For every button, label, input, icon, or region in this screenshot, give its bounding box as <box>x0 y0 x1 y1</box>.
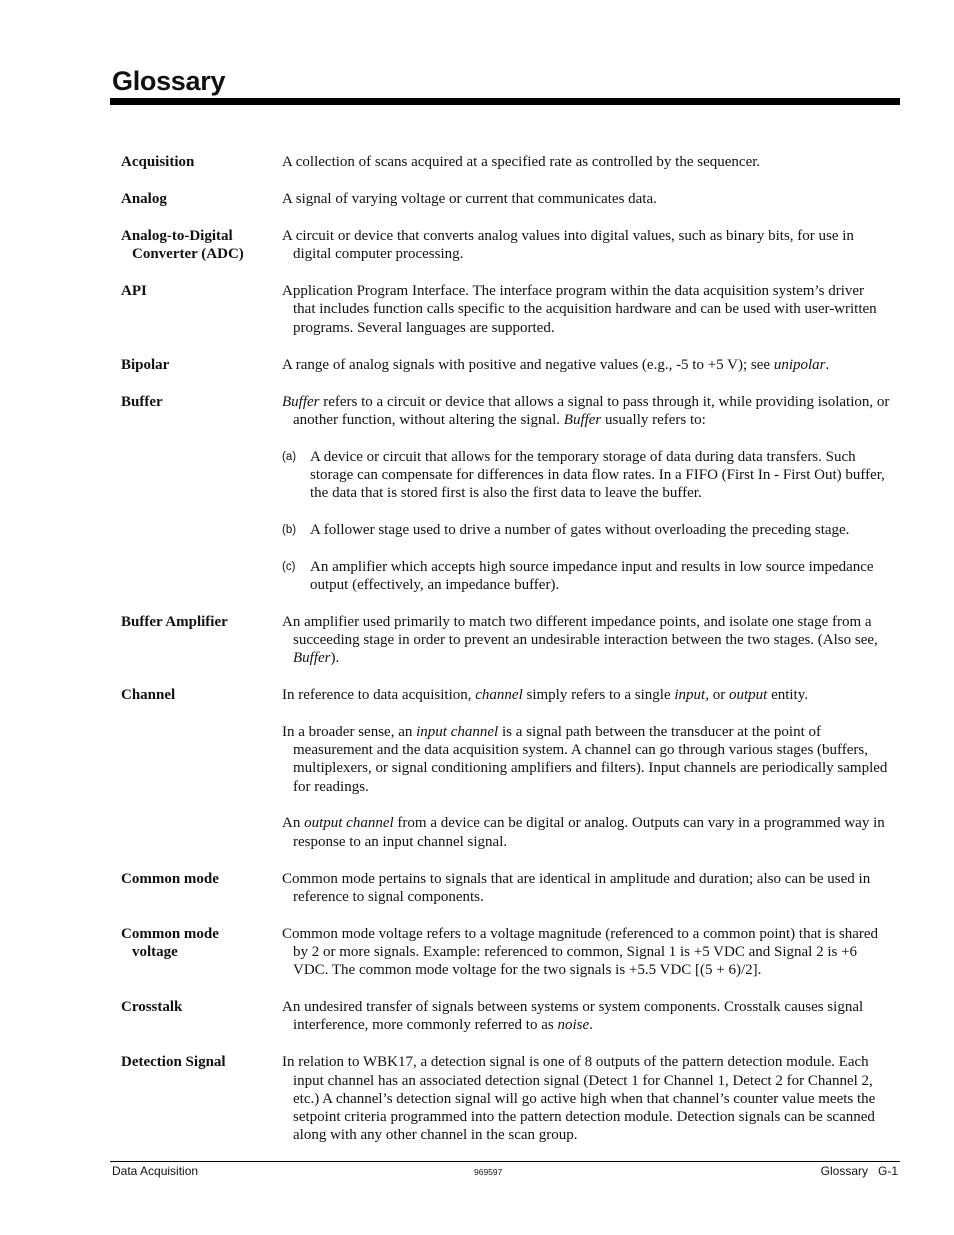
glossary-entry <box>121 998 890 1034</box>
glossary-entry <box>121 356 890 374</box>
definition-text: In a broader sense, an <box>282 724 417 741</box>
glossary-term-line: Common mode <box>121 925 219 942</box>
glossary-term-line: Acquisition <box>121 154 195 170</box>
italic-term: Buffer <box>293 650 331 667</box>
footer-left: Data Acquisition <box>112 1164 199 1178</box>
definition-paragraph <box>282 282 890 337</box>
subitem-marker: (c) <box>282 560 296 573</box>
definition-text: Common mode voltage refers to a voltage magnitude (referenced to a common point) that is shared by 2 or more signals. Example: referenced to common, Signal 1 is +5 VDC and Signal 2 is +6 VDC. The common mode voltage for the two signals is +5.5 VDC [(5 + 6)/2]. <box>282 925 879 979</box>
glossary-definition <box>282 282 890 337</box>
definition-text: entity. <box>767 687 808 704</box>
glossary-term-line: Channel <box>121 687 176 704</box>
definition-subitem <box>282 521 890 539</box>
glossary-entry <box>121 925 890 980</box>
definition-text: An amplifier used primarily to match two different impedance points, and isolate one stage from a succeeding stage in order to prevent an undesirable interaction between the two stages. (Also see, <box>282 613 878 649</box>
definition-text: An <box>282 815 305 832</box>
definition-text: A collection of scans acquired at a specified rate as controlled by the sequencer. <box>282 154 761 170</box>
glossary-term <box>121 282 282 337</box>
glossary-term-line: API <box>121 283 147 300</box>
definition-text: , or <box>705 687 729 704</box>
glossary-entry <box>121 870 890 906</box>
glossary-definition <box>282 613 890 668</box>
definition-paragraph <box>282 814 890 850</box>
definition-text: is a signal path between the transducer at the point of measurement and the data acquisition system. A channel can go through various stages (buffers, multiplexers, or signal conditioning amplifiers and filters). Input channels are periodically sampled for readings. <box>293 724 888 795</box>
glossary-definition <box>282 190 890 208</box>
definition-text: ). <box>330 650 340 667</box>
italic-term: unipolar <box>773 356 826 373</box>
glossary-entries <box>121 153 890 1163</box>
glossary-term-line: Detection Signal <box>121 1054 226 1071</box>
glossary-term <box>121 356 282 374</box>
italic-term: Buffer <box>563 411 602 428</box>
definition-paragraph <box>282 686 890 704</box>
glossary-term <box>121 686 282 851</box>
glossary-definition <box>282 393 890 594</box>
glossary-term <box>121 925 282 980</box>
definition-paragraph <box>282 723 890 796</box>
italic-term: output channel <box>304 815 394 832</box>
definition-subitem <box>282 558 890 594</box>
definition-text: A circuit or device that converts analog values into digital values, such as binary bits, for use in digital computer processing. <box>282 228 854 263</box>
definition-text: . <box>825 356 830 373</box>
glossary-entry <box>121 686 890 851</box>
definition-paragraph <box>282 998 890 1034</box>
definition-text: usually refers to: <box>601 411 706 428</box>
glossary-term-line: Common mode <box>121 870 219 887</box>
glossary-definition <box>282 686 890 851</box>
glossary-term-line: Analog-to-Digital <box>121 228 233 244</box>
definition-text: from a device can be digital or analog. Outputs can vary in a programmed way in response to an input channel signal. <box>293 815 885 850</box>
glossary-term <box>121 998 282 1034</box>
title-rule <box>110 98 900 105</box>
glossary-entry <box>121 227 890 263</box>
glossary-definition <box>282 925 890 980</box>
glossary-entry <box>121 613 890 668</box>
glossary-definition <box>282 227 890 263</box>
glossary-term-line: Crosstalk <box>121 999 183 1016</box>
glossary-term <box>121 190 282 208</box>
definition-paragraph <box>282 190 890 208</box>
glossary-entry <box>121 190 890 208</box>
subitem-marker: (b) <box>282 523 297 536</box>
page-title: Glossary <box>112 66 226 96</box>
subitem-text: A follower stage used to drive a number of gates without overloading the preceding stage. <box>310 521 850 538</box>
subitem-marker: (a) <box>282 450 297 463</box>
definition-text: refers to a circuit or device that allows a signal to pass through it, while providing isolation, or another function, without altering the signal. <box>293 393 890 428</box>
definition-paragraph <box>282 870 890 906</box>
glossary-definition <box>282 153 890 171</box>
definition-text: In relation to WBK17, a detection signal is one of 8 outputs of the pattern detection module. Each input channel has an associated detection signal (Detect 1 for Channel 1, Detect 2 for Channel 2, etc.) A channel’s detection signal will go active high when that channel’s counter value meets the setpoint criteria programmed into the pattern detection module. Detection signals can be scanned along with any other channel in the scan group. <box>282 1054 876 1144</box>
definition-text: In reference to data acquisition, <box>282 687 476 704</box>
glossary-definition <box>282 870 890 906</box>
glossary-definition <box>282 356 890 374</box>
definition-subitem <box>282 448 890 503</box>
glossary-entry <box>121 1053 890 1144</box>
definition-paragraph <box>282 1053 890 1144</box>
definition-text: A range of analog signals with positive and negative values (e.g., -5 to +5 V); see <box>282 356 774 373</box>
glossary-term <box>121 393 282 594</box>
subitem-text: A device or circuit that allows for the temporary storage of data during data transfers. Such storage can compensate for differences in data flow rates. In a FIFO (First In - First Out) buffer, the data that is stored first is also the first data to leave the buffer. <box>310 448 885 502</box>
glossary-term-line: voltage <box>132 944 178 961</box>
glossary-entry <box>121 282 890 337</box>
glossary-term-line: Bipolar <box>121 356 170 373</box>
definition-text: . <box>589 1017 593 1034</box>
definition-paragraph <box>282 393 890 429</box>
definition-text: An undesired transfer of signals between systems or system components. Crosstalk causes signal interference, more commonly referred to as <box>282 999 864 1034</box>
glossary-term-line: Buffer <box>121 393 163 410</box>
glossary-definition <box>282 1053 890 1144</box>
glossary-term <box>121 227 282 263</box>
glossary-term <box>121 870 282 906</box>
glossary-term <box>121 1053 282 1144</box>
glossary-entry <box>121 153 890 171</box>
italic-term: output <box>728 687 768 704</box>
italic-term: Buffer <box>282 393 320 410</box>
footer-center: 969597 <box>474 1167 503 1177</box>
definition-paragraph <box>282 925 890 980</box>
subitem-text: An amplifier which accepts high source impedance input and results in low source impedance output (effectively, an impedance buffer). <box>310 558 874 593</box>
definition-paragraph <box>282 153 890 171</box>
definition-paragraph <box>282 356 890 374</box>
glossary-definition <box>282 998 890 1034</box>
glossary-entry <box>121 393 890 594</box>
italic-term: channel <box>475 687 523 704</box>
italic-term: input channel <box>416 724 499 741</box>
definition-paragraph <box>282 227 890 263</box>
glossary-term-line: Analog <box>121 191 167 207</box>
footer-rule <box>110 1161 900 1162</box>
glossary-term <box>121 613 282 668</box>
glossary-term <box>121 153 282 171</box>
glossary-term-line: Converter (ADC) <box>132 246 244 263</box>
italic-term: noise <box>557 1017 590 1034</box>
definition-text: simply refers to a single <box>522 687 675 704</box>
definition-text: Application Program Interface. The interface program within the data acquisition system’s driver that includes function calls specific to the acquisition hardware and can be used with user-written programs. Several languages are supported. <box>282 283 877 336</box>
italic-term: input <box>674 687 706 704</box>
definition-paragraph <box>282 613 890 668</box>
definition-text: Common mode pertains to signals that are identical in amplitude and duration; also can be used in reference to signal components. <box>282 870 871 905</box>
glossary-term-line: Buffer Amplifier <box>121 613 228 630</box>
definition-text: A signal of varying voltage or current that communicates data. <box>282 191 657 207</box>
footer-right: Glossary G-1 <box>820 1164 898 1178</box>
